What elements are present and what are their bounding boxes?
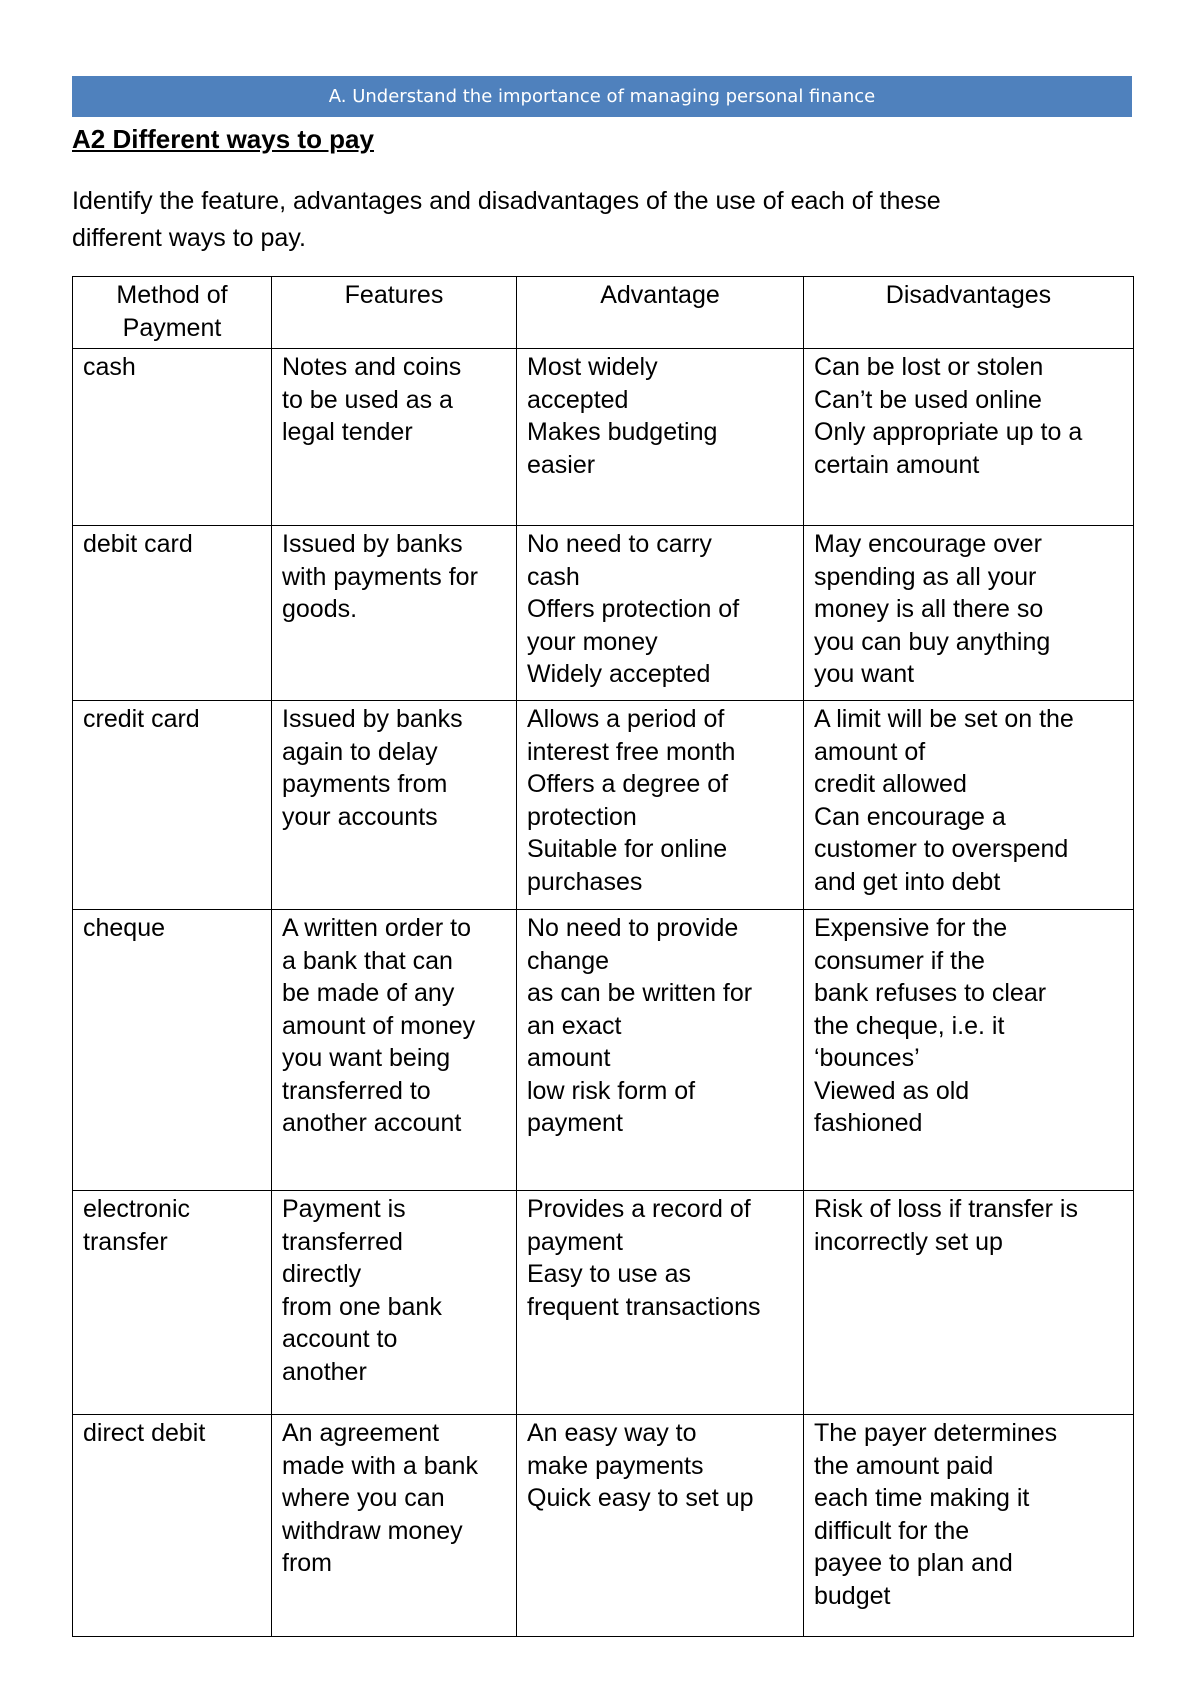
cell-line: Easy to use as xyxy=(527,1260,691,1288)
cell-line: spending as all your xyxy=(814,562,1037,591)
cell-line: money is all there so xyxy=(814,595,1044,623)
cell-line: budget xyxy=(814,1581,891,1610)
cell-line: transferred to xyxy=(282,1076,431,1105)
cell-line: credit allowed xyxy=(814,770,967,798)
table-row xyxy=(73,1191,1134,1415)
cell-line: An agreement xyxy=(282,1419,440,1447)
cell-disadvantages xyxy=(804,910,1134,1191)
cell-line: Issued by banks xyxy=(282,705,463,733)
cell-line: consumer if the xyxy=(814,946,985,975)
cell-line: frequent transactions xyxy=(527,1292,761,1321)
cell-line: purchases xyxy=(527,867,643,896)
cell-line: Offers protection of xyxy=(527,595,740,623)
cell-line: easier xyxy=(527,450,596,479)
cell-line: fashioned xyxy=(814,1109,923,1137)
header-banner xyxy=(72,76,1132,117)
cell-line: again to delay xyxy=(282,737,438,766)
cell-line: Can’t be used online xyxy=(814,385,1042,414)
cell-line: direct debit xyxy=(83,1419,206,1447)
cell-disadvantages xyxy=(804,349,1134,526)
cell-line: be made of any xyxy=(282,979,455,1007)
cell-line: Can be lost or stolen xyxy=(814,353,1044,381)
cell-line: and get into debt xyxy=(814,867,1001,896)
table-row xyxy=(73,701,1134,910)
header-method: Method of Payment xyxy=(73,277,272,349)
cell-line: amount of money xyxy=(282,1011,476,1040)
cell-line: where you can xyxy=(282,1484,445,1512)
header-advantage: Advantage xyxy=(517,277,804,349)
cell-line: your money xyxy=(527,627,658,656)
cell-line: interest free month xyxy=(527,737,736,766)
cell-advantage xyxy=(517,910,804,1191)
cell-line: No need to carry xyxy=(527,530,712,558)
cell-line: A limit will be set on the xyxy=(814,705,1074,733)
cell-line: payment xyxy=(527,1109,623,1137)
cell-line: made with a bank xyxy=(282,1451,478,1480)
cell-line: protection xyxy=(527,802,637,831)
cell-method xyxy=(73,526,272,701)
cell-line: Expensive for the xyxy=(814,914,1008,942)
cell-line: May encourage over xyxy=(814,530,1042,558)
cell-line: Most widely xyxy=(527,353,658,381)
cell-line: you can buy anything xyxy=(814,627,1051,656)
cell-disadvantages xyxy=(804,526,1134,701)
cell-line: cash xyxy=(83,353,136,381)
cell-line: No need to provide xyxy=(527,914,739,942)
cell-line: you want being xyxy=(282,1044,451,1072)
cell-line: Payment is xyxy=(282,1195,406,1223)
cell-line: low risk form of xyxy=(527,1076,696,1105)
cell-method xyxy=(73,349,272,526)
cell-advantage xyxy=(517,349,804,526)
cell-features xyxy=(272,701,517,910)
header-disadvantages: Disadvantages xyxy=(804,277,1134,349)
cell-disadvantages xyxy=(804,1191,1134,1415)
cell-line: bank refuses to clear xyxy=(814,979,1047,1007)
cell-line: Provides a record of xyxy=(527,1195,751,1223)
cell-line: Issued by banks xyxy=(282,530,463,558)
section-title: A2 Different ways to pay xyxy=(72,124,374,154)
cell-line: An easy way to xyxy=(527,1419,697,1447)
cell-advantage xyxy=(517,1191,804,1415)
cell-advantage xyxy=(517,1415,804,1637)
cell-method xyxy=(73,910,272,1191)
cell-line: A written order to xyxy=(282,914,471,942)
cell-line: account to xyxy=(282,1325,398,1353)
cell-line: Quick easy to set up xyxy=(527,1484,754,1512)
table-row xyxy=(73,349,1134,526)
cell-line: amount xyxy=(527,1044,611,1072)
cell-line: Only appropriate up to a xyxy=(814,418,1083,446)
cell-line: customer to overspend xyxy=(814,835,1069,863)
cell-line: from one bank xyxy=(282,1292,442,1321)
cell-line: to be used as a xyxy=(282,385,453,414)
cell-advantage xyxy=(517,701,804,910)
cell-line: certain amount xyxy=(814,450,980,479)
cell-line: credit card xyxy=(83,705,200,733)
cell-line: payments from xyxy=(282,770,448,798)
table-row xyxy=(73,526,1134,701)
cell-line: Suitable for online xyxy=(527,835,728,863)
cell-line: payment xyxy=(527,1227,623,1256)
cell-line: amount of xyxy=(814,737,926,766)
cell-line: difficult for the xyxy=(814,1516,970,1545)
cell-advantage xyxy=(517,526,804,701)
cell-line: change xyxy=(527,946,610,975)
cell-line: a bank that can xyxy=(282,946,453,975)
cell-line: electronic xyxy=(83,1195,190,1223)
instructions-line-1: Identify the feature, advantages and disadvantages of the use of each of these xyxy=(72,187,941,215)
table-header-row xyxy=(73,277,1134,349)
cell-line: your accounts xyxy=(282,802,438,831)
cell-line: ‘bounces’ xyxy=(814,1044,920,1072)
cell-method xyxy=(73,701,272,910)
cell-line: with payments for xyxy=(282,562,478,591)
cell-line: an exact xyxy=(527,1011,622,1040)
cell-features xyxy=(272,1415,517,1637)
cell-line: another xyxy=(282,1357,367,1386)
table-row xyxy=(73,910,1134,1191)
cell-line: the amount paid xyxy=(814,1451,994,1480)
cell-features xyxy=(272,526,517,701)
cell-line: the cheque, i.e. it xyxy=(814,1011,1005,1040)
cell-line: withdraw money xyxy=(282,1516,463,1545)
cell-line: you want xyxy=(814,660,915,688)
cell-line: make payments xyxy=(527,1451,704,1480)
table-row xyxy=(73,1415,1134,1637)
header-features: Features xyxy=(272,277,517,349)
cell-disadvantages xyxy=(804,1415,1134,1637)
instructions xyxy=(72,183,1132,257)
cell-line: transfer xyxy=(83,1227,168,1256)
cell-features xyxy=(272,349,517,526)
cell-line: debit card xyxy=(83,530,193,558)
cell-line: cash xyxy=(527,562,580,591)
cell-line: from xyxy=(282,1549,332,1577)
cell-line: legal tender xyxy=(282,418,413,446)
header-banner-text: A. Understand the importance of managing personal finance xyxy=(328,86,876,107)
cell-line: goods. xyxy=(282,595,358,623)
cell-method xyxy=(73,1415,272,1637)
cell-line: The payer determines xyxy=(814,1419,1058,1447)
cell-features xyxy=(272,1191,517,1415)
cell-line: Viewed as old xyxy=(814,1076,970,1105)
cell-line: Notes and coins xyxy=(282,353,462,381)
cell-line: payee to plan and xyxy=(814,1549,1013,1577)
cell-line: Risk of loss if transfer is xyxy=(814,1195,1078,1223)
cell-line: incorrectly set up xyxy=(814,1227,1003,1256)
instructions-line-2: different ways to pay. xyxy=(72,224,306,252)
cell-line: Can encourage a xyxy=(814,802,1006,831)
cell-features xyxy=(272,910,517,1191)
cell-line: Allows a period of xyxy=(527,705,725,733)
cell-line: directly xyxy=(282,1260,362,1288)
cell-line: another account xyxy=(282,1109,462,1137)
cell-line: each time making it xyxy=(814,1484,1030,1512)
cell-method xyxy=(73,1191,272,1415)
cell-line: as can be written for xyxy=(527,979,753,1007)
cell-disadvantages xyxy=(804,701,1134,910)
cell-line: Widely accepted xyxy=(527,660,711,688)
cell-line: transferred xyxy=(282,1227,403,1256)
payment-methods-table xyxy=(72,276,1134,1637)
cell-line: Offers a degree of xyxy=(527,770,729,798)
cell-line: accepted xyxy=(527,385,629,414)
cell-line: cheque xyxy=(83,914,166,942)
cell-line: Makes budgeting xyxy=(527,418,718,446)
